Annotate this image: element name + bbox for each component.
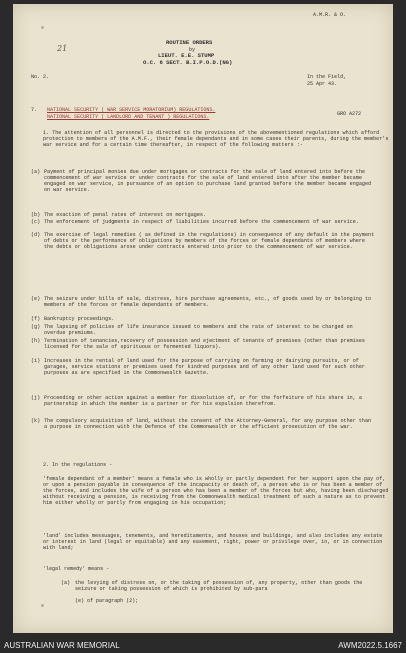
unit-name: O.C. 6 SECT. B.I.P.O.D.(NG): [143, 59, 233, 66]
item-label: (i): [31, 358, 41, 364]
sub-item-label: (a): [61, 580, 71, 586]
list-item: [31, 219, 376, 232]
item-label: (h): [31, 338, 41, 344]
place: In the Field,: [307, 74, 347, 80]
definition-female-dependant: 'female dependant of a member' means a female who is wholly or partly dependent for her support upon the pay of, or upon a pension payable in consequence of the incapacity or death of, a person who is or has been a member of the forces, and includes the wife of a person who has been a member of the forces but who, having been discharged without receiving a pension, is receiving from the Commonwealth medical treatment of such a nature as to prevent him either wholly or partly from engaging in his occupation;: [43, 476, 389, 507]
sub-item-text: the levying of distress on, or the taking of possession of, any property, other than goods the seizure or taking possession of which is prohibited by sub-para: [75, 580, 363, 593]
archive-footer: [0, 637, 406, 653]
section-heading-1: NATIONAL SECURITY ( WAR SERVICE MORATORIUM) REGULATIONS.: [47, 107, 216, 113]
list-item: [31, 395, 376, 414]
item-text: Termination of tenancies,recovery of possession and ejectment of tenants of premises (other than premises licensed for the sale of spirituous or fermented liquors).: [44, 338, 365, 351]
officer-name: LIEUT. E.E. STUMP: [158, 52, 215, 59]
document-page: [13, 4, 393, 633]
item-label: (f): [31, 316, 41, 322]
item-label: (k): [31, 418, 41, 424]
list-item: [31, 169, 376, 209]
item-text: The compulsory acquisition of land, without the consent of the Attorney-General, for any purpose other than a purpose in connection with the Defence of the Commonwealth or the efficient prosecution of the war.: [44, 418, 372, 431]
item-text: Payment of principal monies due under mortgages or contracts for the sale of land entered into before the commencement of war service or under contracts for the sale of land entered into after the member became engaged on war service, in pursuance of an option to purchase land granted before the member became engaged on war service.: [44, 169, 372, 194]
footer-accession-number: AWM2022.5.1667: [338, 641, 402, 650]
item-label: (c): [31, 219, 41, 225]
item-label: (a): [31, 169, 41, 175]
section-number: 7.: [31, 107, 38, 113]
list-item: [31, 418, 376, 443]
title-by: by: [189, 47, 196, 53]
item-label: (j): [31, 395, 41, 401]
item-text: Proceeding or other action against a member for dissolution of, or for the forfeiture of his share in, a partnership in which the member is a partner or for his expulsion therefrom.: [44, 395, 362, 408]
paragraph-1: 1. The attention of all personnel is directed to the provisions of the abovementioned regulations which afford protection to members of the A.M.F., their female dependants and in some cases their parents, during the member's war service and for a certain time thereafter, in respect of the following matters :-: [43, 130, 389, 149]
item-text: Bankruptcy proceedings.: [44, 316, 115, 322]
list-item: [31, 212, 376, 219]
item-text: Increases in the rental of land used for the purpose of carrying on farming or dairying pursuits, or of garages, service stations or premises used for kindred purposes and of any other land used for such other purposes as are specified in the Commonwealth Gazette.: [44, 358, 365, 377]
pencil-annotation: 21: [57, 44, 68, 53]
gro-reference: GRO A272: [337, 111, 362, 117]
item-text: The exaction of penal rates of interest on mortgages.: [44, 212, 207, 218]
punch-hole: [41, 604, 44, 607]
item-label: (b): [31, 212, 41, 218]
item-text: The exercise of legal remedies ( as defined in the regulations) in consequence of any default in the payment of debts or the performance of obligations by members of the forces or female dependants of members where the debts or obligations arose under contracts entered into prior to the commencement of war service.: [44, 232, 375, 251]
list-item: [31, 324, 376, 337]
item-text: The seizure under bills of sale, distress, hire purchase agreements, etc., of goods used by or belonging to members of the forces or female dependants of members.: [44, 296, 372, 309]
item-label: (e): [31, 296, 41, 302]
footer-institution: AUSTRALIAN WAR MEMORIAL: [4, 641, 120, 650]
document-title: ROUTINE ORDERS: [166, 39, 213, 46]
section-heading-2: NATIONAL SECURITY ( LANDLORD AND TENANT ) REGULATIONS.: [47, 114, 210, 120]
paragraph-2-intro: 2. In the regulations -: [43, 462, 113, 468]
item-label: (g): [31, 324, 41, 330]
list-item: [31, 296, 376, 315]
list-item: [31, 232, 376, 268]
order-number: No. 2.: [31, 74, 50, 80]
item-text: The enforcement of judgments in respect of liabilities incurred before the commencement of war service.: [44, 219, 359, 225]
date: 25 Apr 43.: [307, 81, 338, 87]
list-item: [31, 358, 376, 383]
item-text: The lapsing of policies of life insurance issued to members and the rate of interest to be charged on overdue premiums.: [44, 324, 353, 337]
definition-land: 'land' includes messuages, tenements, and hereditaments, and houses and buildings, and also includes any estate or interest in land (legal or equitable) and any easement, right, power or privilege over, in, or in connection with land;: [43, 533, 383, 552]
definition-legal-remedy-intro: 'legal remedy' means -: [43, 566, 110, 572]
item-label: (d): [31, 232, 41, 238]
corner-reference: A.M.R. & O.: [313, 12, 347, 18]
punch-hole: [41, 26, 44, 29]
sub-item-continuation: (e) of paragraph (2);: [75, 598, 139, 604]
list-item: [31, 338, 376, 357]
list-item: [31, 316, 376, 323]
